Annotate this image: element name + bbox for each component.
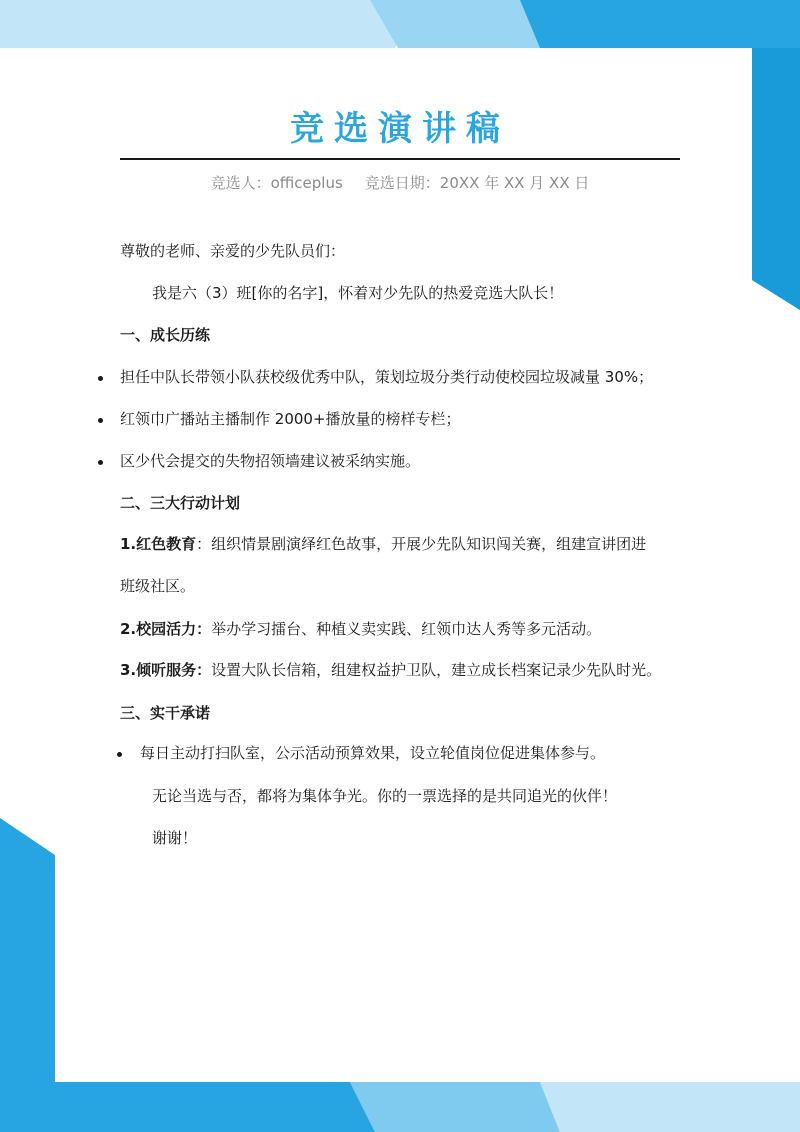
bullet-icon <box>98 418 103 423</box>
plan-item-red-education <box>120 531 646 557</box>
list-item: 区少代会提交的失物招领墙建议被采纳实施。 <box>120 452 421 470</box>
closing-paragraph: 无论当选与否，都将为集体争光。你的一票选择的是共同追光的伙伴！ <box>152 787 618 805</box>
bullet-icon <box>98 376 103 381</box>
plan-label: 3.倾听服务： <box>120 661 212 679</box>
section-heading-growth: 一、成长历练 <box>120 326 211 344</box>
section-heading-plans: 二、三大行动计划 <box>120 494 241 512</box>
date-label: 竞选日期：20XX 年 XX 月 XX 日 <box>364 174 590 192</box>
section-heading-commitment: 三、实干承诺 <box>120 704 211 722</box>
plan-label: 1.红色教育 <box>120 535 197 553</box>
greeting: 尊敬的老师、亲爱的少先队员们： <box>120 242 346 260</box>
list-item: 每日主动打扫队室，公示活动预算效果，设立轮值岗位促进集体参与。 <box>140 744 606 762</box>
plan-label: 2.校园活力： <box>120 620 212 638</box>
intro-paragraph: 我是六（3）班[你的名字]，怀着对少先队的热爱竞选大队长！ <box>152 284 564 302</box>
list-item: 红领巾广播站主播制作 2000+播放量的榜样专栏； <box>120 410 461 428</box>
bullet-icon <box>98 460 103 465</box>
plan-item-continuation: 班级社区。 <box>120 577 196 595</box>
plan-text: 设置大队长信箱，组建权益护卫队，建立成长档案记录少先队时光。 <box>211 661 662 679</box>
plan-text: ：组织情景剧演绎红色故事，开展少先队知识闯关赛，组建宣讲团进 <box>196 535 647 553</box>
title-divider <box>120 158 680 160</box>
list-item: 担任中队长带领小队获校级优秀中队，策划垃圾分类行动使校园垃圾减量 30%； <box>120 368 654 386</box>
meta-line <box>120 170 680 196</box>
plan-item-campus-vitality <box>120 616 601 642</box>
plan-text: 举办学习擂台、种植义卖实践、红领巾达人秀等多元活动。 <box>211 620 602 638</box>
bullet-icon <box>117 752 122 757</box>
page-title: 竞选演讲稿 <box>290 109 510 149</box>
candidate-label: 竞选人：officeplus <box>210 174 343 192</box>
plan-item-listening-service <box>120 657 661 683</box>
thanks-text: 谢谢！ <box>152 829 198 847</box>
